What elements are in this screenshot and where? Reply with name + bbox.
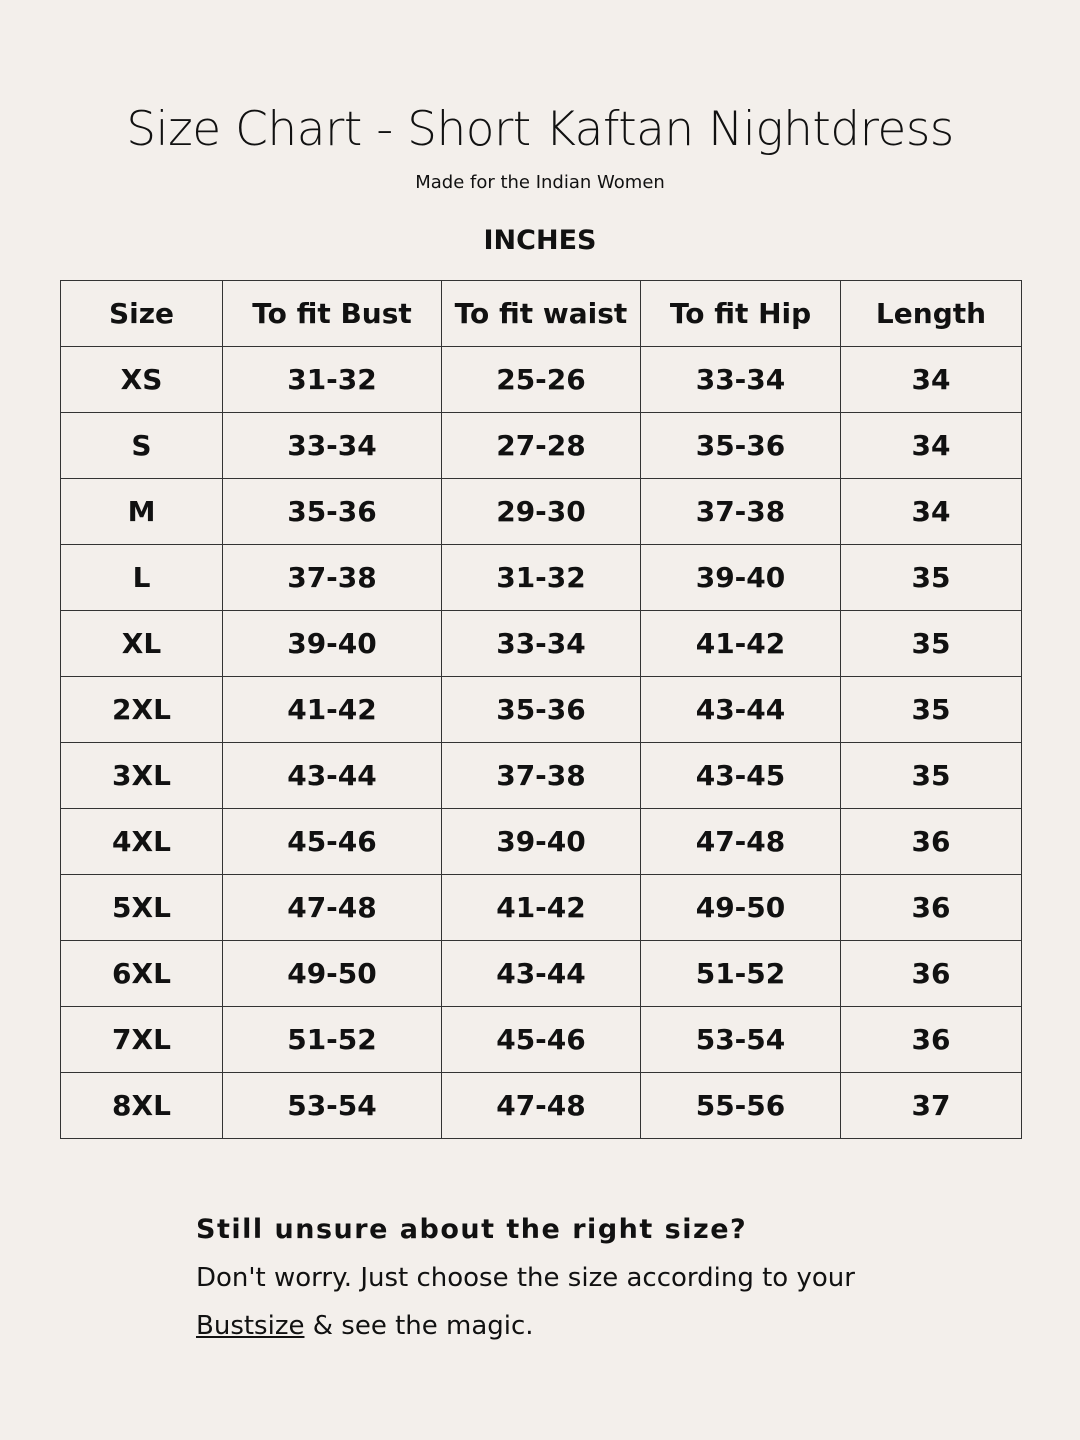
column-header-waist: To fit waist <box>442 281 641 347</box>
cell-hip: 53-54 <box>641 1007 841 1073</box>
page-title: Size Chart - Short Kaftan Nightdress <box>126 102 954 157</box>
table-row <box>61 743 1022 809</box>
cell-hip: 41-42 <box>641 611 841 677</box>
unit-label: INCHES <box>483 225 597 256</box>
column-header-size: Size <box>61 281 223 347</box>
cell-waist: 27-28 <box>442 413 641 479</box>
cell-length: 35 <box>841 743 1022 809</box>
cell-bust: 53-54 <box>223 1073 442 1139</box>
column-header-length: Length <box>841 281 1022 347</box>
cell-bust: 45-46 <box>223 809 442 875</box>
cell-bust: 37-38 <box>223 545 442 611</box>
cell-size: 5XL <box>61 875 223 941</box>
cell-length: 36 <box>841 941 1022 1007</box>
cell-hip: 43-45 <box>641 743 841 809</box>
column-header-hip: To fit Hip <box>641 281 841 347</box>
table-row <box>61 545 1022 611</box>
cell-waist: 25-26 <box>442 347 641 413</box>
table-row <box>61 1007 1022 1073</box>
size-chart-table <box>60 280 1022 1139</box>
cell-hip: 39-40 <box>641 545 841 611</box>
table-header-row <box>61 281 1022 347</box>
cell-length: 34 <box>841 413 1022 479</box>
table-row <box>61 611 1022 677</box>
cell-size: 6XL <box>61 941 223 1007</box>
cell-hip: 37-38 <box>641 479 841 545</box>
cell-bust: 33-34 <box>223 413 442 479</box>
cell-size: S <box>61 413 223 479</box>
page-subtitle: Made for the Indian Women <box>415 172 665 193</box>
table-row <box>61 809 1022 875</box>
cell-length: 36 <box>841 875 1022 941</box>
cell-bust: 35-36 <box>223 479 442 545</box>
column-header-bust: To fit Bust <box>223 281 442 347</box>
cell-waist: 39-40 <box>442 809 641 875</box>
cell-hip: 33-34 <box>641 347 841 413</box>
cell-length: 37 <box>841 1073 1022 1139</box>
cell-waist: 31-32 <box>442 545 641 611</box>
bustsize-link[interactable]: Bustsize <box>196 1311 305 1341</box>
cell-waist: 45-46 <box>442 1007 641 1073</box>
cell-waist: 43-44 <box>442 941 641 1007</box>
cell-waist: 41-42 <box>442 875 641 941</box>
cell-size: 2XL <box>61 677 223 743</box>
cell-waist: 33-34 <box>442 611 641 677</box>
table-row <box>61 1073 1022 1139</box>
cell-waist: 37-38 <box>442 743 641 809</box>
cell-length: 34 <box>841 479 1022 545</box>
cell-size: 7XL <box>61 1007 223 1073</box>
cell-size: L <box>61 545 223 611</box>
cell-waist: 47-48 <box>442 1073 641 1139</box>
table-row <box>61 347 1022 413</box>
cell-bust: 51-52 <box>223 1007 442 1073</box>
table-body <box>61 347 1022 1139</box>
cell-bust: 49-50 <box>223 941 442 1007</box>
cell-bust: 41-42 <box>223 677 442 743</box>
cell-bust: 39-40 <box>223 611 442 677</box>
cell-length: 36 <box>841 809 1022 875</box>
cell-length: 35 <box>841 545 1022 611</box>
cell-length: 34 <box>841 347 1022 413</box>
cell-hip: 49-50 <box>641 875 841 941</box>
table-row <box>61 677 1022 743</box>
note-line-2: & see the magic. <box>304 1311 534 1341</box>
cell-length: 35 <box>841 611 1022 677</box>
cell-hip: 51-52 <box>641 941 841 1007</box>
note-line-1: Don't worry. Just choose the size according to your <box>196 1263 855 1293</box>
size-advice-note <box>196 1206 1016 1350</box>
note-body <box>196 1254 1016 1350</box>
cell-size: 4XL <box>61 809 223 875</box>
cell-size: M <box>61 479 223 545</box>
cell-hip: 43-44 <box>641 677 841 743</box>
cell-size: XL <box>61 611 223 677</box>
table-row <box>61 941 1022 1007</box>
cell-bust: 31-32 <box>223 347 442 413</box>
cell-length: 36 <box>841 1007 1022 1073</box>
cell-size: 8XL <box>61 1073 223 1139</box>
cell-hip: 55-56 <box>641 1073 841 1139</box>
table-row <box>61 479 1022 545</box>
table-row <box>61 413 1022 479</box>
cell-waist: 35-36 <box>442 677 641 743</box>
cell-size: 3XL <box>61 743 223 809</box>
cell-bust: 47-48 <box>223 875 442 941</box>
note-heading: Still unsure about the right size? <box>196 1214 748 1245</box>
cell-size: XS <box>61 347 223 413</box>
cell-waist: 29-30 <box>442 479 641 545</box>
table-row <box>61 875 1022 941</box>
cell-bust: 43-44 <box>223 743 442 809</box>
cell-hip: 47-48 <box>641 809 841 875</box>
cell-length: 35 <box>841 677 1022 743</box>
cell-hip: 35-36 <box>641 413 841 479</box>
